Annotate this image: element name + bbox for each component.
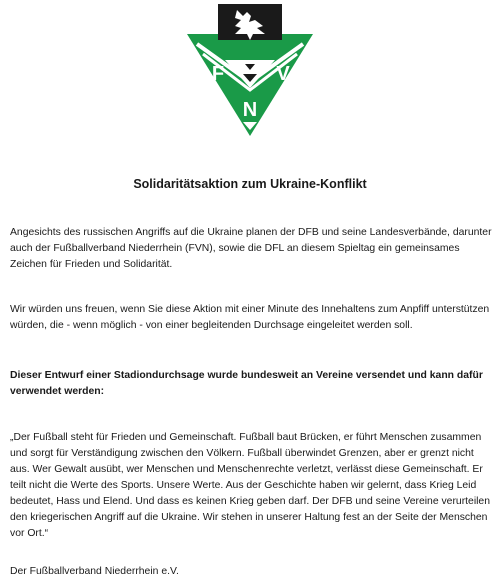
logo-letter-f: F <box>211 63 225 85</box>
document-title: Solidaritätsaktion zum Ukraine-Konflikt <box>133 177 367 191</box>
fvn-logo <box>185 4 315 138</box>
logo-letter-v: V <box>276 63 290 85</box>
logo-letter-n: N <box>242 99 258 121</box>
fvn-emblem-icon <box>185 4 315 138</box>
paragraph-intro: Angesichts des russischen Angriffs auf die Ukraine planen der DFB und seine Landesverbände, darunter auch der Fußballverband Niederrhein (FVN), sowie die DFL an diesem Spieltag ein gemeinsames Zeichen für Frieden und Solidarität. <box>10 227 492 270</box>
signature-line: Der Fußballverband Niederrhein e.V. <box>10 566 179 577</box>
paragraph-request: Wir würden uns freuen, wenn Sie diese Aktion mit einer Minute des Innehaltens zum Anpfiff unterstützen würden, die - wenn möglich - von einer begleitenden Durchsage eingeleitet werden soll. <box>10 304 490 331</box>
paragraph-announcement-quote: „Der Fußball steht für Frieden und Gemeinschaft. Fußball baut Brücken, er führt Menschen zusammen und sorgt für Verständigung zwischen den Völkern. Fußball überwindet Grenzen, aber er grenzt nicht aus. Wer Gewalt ausübt, wer Menschen und Menschenrechte verletzt, verlässt diese Gemeinschaft. Er teilt nicht die Werte des Sports. Unsere Werte. Aus der Geschichte haben wir gelernt, dass Krieg Leid bedeutet, Hass und Elend. Und dass es keinen Krieg geben darf. Der DFB und seine Vereine verurteilen den kriegerischen Angriff auf die Ukraine. Wir stehen in unserer Haltung fest an der Seite der Menschen vor Ort.“ <box>10 432 490 539</box>
paragraph-draft-note: Dieser Entwurf einer Stadiondurchsage wurde bundesweit an Vereine versendet und kann dafür verwendet werden: <box>10 370 483 397</box>
